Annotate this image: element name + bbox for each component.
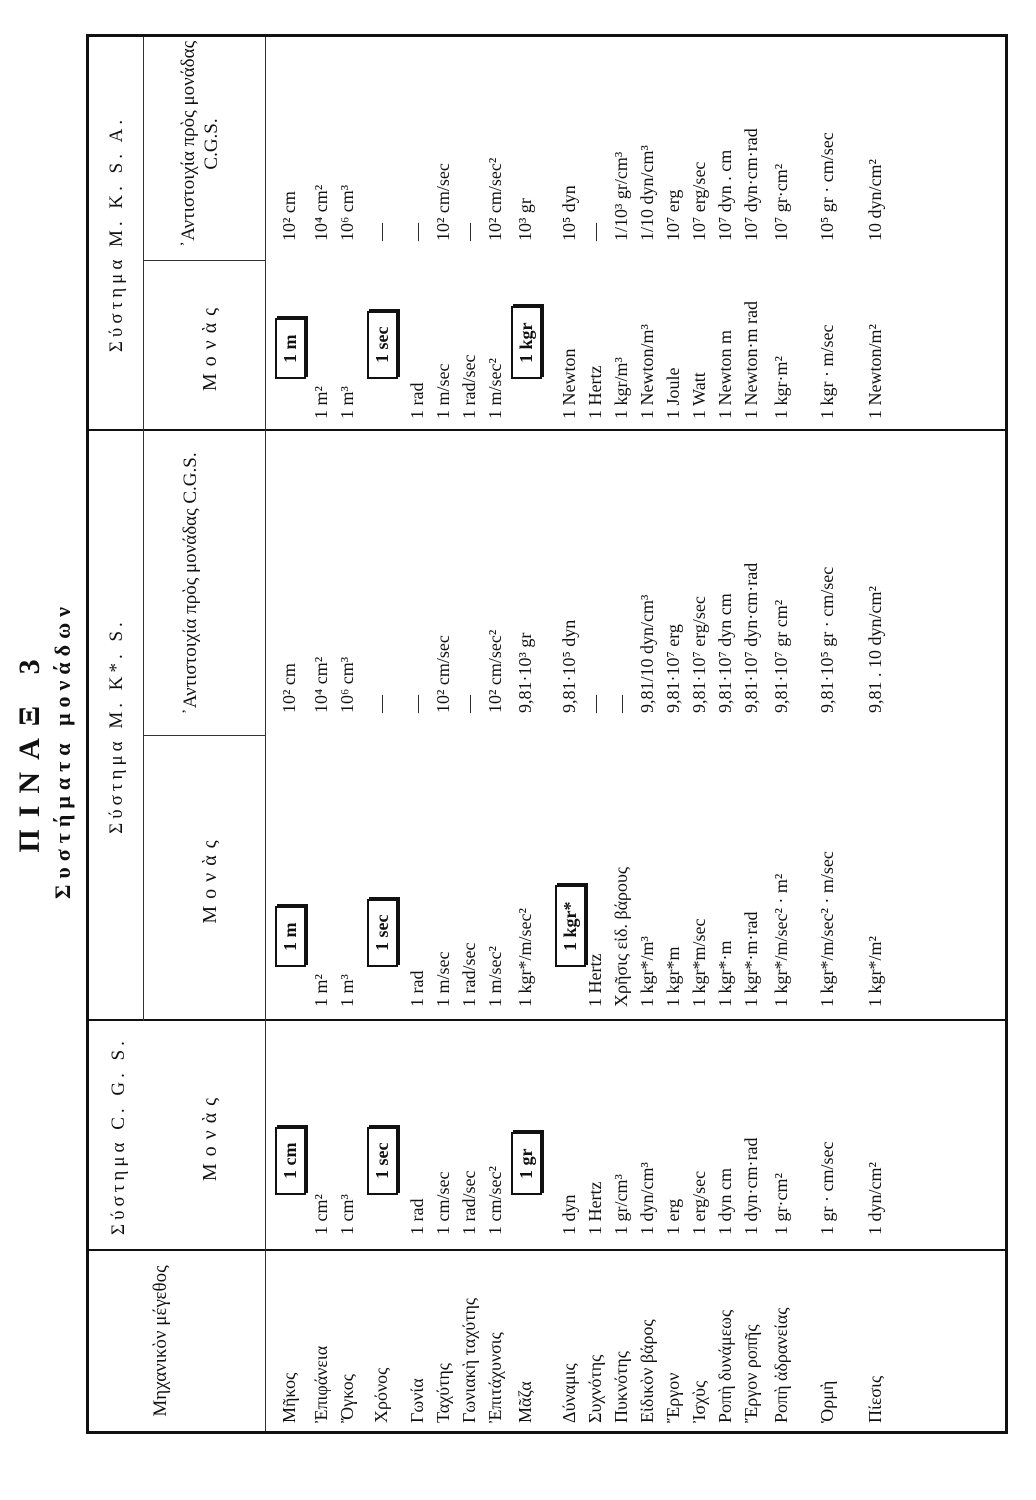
quantity-cell: Πυκνότης bbox=[611, 1351, 631, 1423]
base-unit-box: 1 m bbox=[275, 907, 306, 968]
column-divider bbox=[89, 1019, 1005, 1021]
mksa-cell: 1 m² bbox=[311, 386, 331, 419]
mks-star-cgs-cell: 9,81·10³ gr bbox=[515, 632, 535, 713]
mks-star-cgs-cell: — bbox=[371, 695, 391, 713]
mksa-cgs-cell: 10⁵ gr · cm/sec bbox=[817, 132, 837, 241]
mks-star-cgs-cell: 10² cm/sec bbox=[433, 635, 453, 713]
base-unit-box: 1 kgr* bbox=[555, 886, 586, 968]
mks-star-cgs-cell: 9,81 . 10 dyn/cm² bbox=[865, 586, 885, 713]
cgs-cell: 1 gr·cm² bbox=[771, 1173, 791, 1235]
cgs-cell: 1 erg bbox=[663, 1198, 683, 1235]
mks-star-cell bbox=[367, 899, 398, 967]
quantity-cell: Ἔργον bbox=[663, 1372, 683, 1423]
mks-star-cgs-cell: 9,81·10⁷ erg/sec bbox=[689, 596, 709, 713]
cgs-cell: 1 dyn·cm·rad bbox=[741, 1137, 761, 1235]
mksa-cell: 1 Newton m bbox=[715, 330, 735, 419]
mksa-cell: 1 kgr·m² bbox=[771, 356, 791, 419]
base-unit-box: 1 m bbox=[275, 319, 306, 380]
mks-star-cell: 1 m² bbox=[311, 974, 331, 1007]
mksa-cell: 1 m³ bbox=[337, 386, 357, 419]
units-table bbox=[86, 34, 1008, 1434]
mksa-cell: 1 Newton/m³ bbox=[637, 324, 657, 419]
mks-star-cell: Χρῆσις εἰδ. βάρους bbox=[611, 866, 631, 1007]
cgs-cell bbox=[275, 1127, 306, 1195]
mksa-cell: 1 Newton·m rad bbox=[741, 301, 761, 419]
cgs-cell: 1 rad bbox=[407, 1198, 427, 1235]
cgs-cell bbox=[511, 1133, 542, 1196]
cgs-cell: 1 dyn cm bbox=[715, 1168, 735, 1235]
table-title: ΠΙΝΑΞ 3 bbox=[13, 647, 46, 853]
mksa-cgs-cell: 10⁷ dyn·cm·rad bbox=[741, 128, 761, 241]
mksa-cell bbox=[275, 319, 306, 380]
base-unit-box: 1 sec bbox=[367, 311, 398, 379]
mks-star-cgs-cell: 10² cm/sec² bbox=[485, 629, 505, 713]
mksa-cell: 1 Hertz bbox=[585, 365, 605, 419]
mksa-cell: 1 m/sec bbox=[433, 363, 453, 419]
quantity-cell: Ἐπιφάνεια bbox=[311, 1345, 331, 1423]
quantity-cell: Γωνιακὴ ταχύτης bbox=[459, 1298, 479, 1423]
cgs-unit-header: Μονὰς bbox=[199, 1090, 221, 1182]
mks-star-cgs-cell: 10² cm bbox=[279, 663, 299, 713]
mks-star-cgs-cell: 9,81·10⁷ dyn cm bbox=[715, 593, 735, 713]
mks-star-cgs-cell: 9,81·10⁷ gr cm² bbox=[771, 599, 791, 713]
mksa-cgs-cell: — bbox=[407, 223, 427, 241]
subheader-divider bbox=[143, 431, 144, 1021]
quantity-cell: Ροπὴ δυνάμεως bbox=[715, 1309, 735, 1423]
mksa-cgs-cell: 10² cm/sec² bbox=[485, 157, 505, 241]
base-unit-box: 1 cm bbox=[275, 1127, 306, 1195]
mksa-unit-header: Μονὰς bbox=[199, 300, 221, 392]
quantity-cell: Εἰδικὸν βάρος bbox=[637, 1319, 657, 1423]
mksa-cell: 1 kgr · m/sec bbox=[817, 324, 837, 419]
mks-star-cell: 1 rad/sec bbox=[459, 942, 479, 1007]
quantity-cell: Ὁρμὴ bbox=[817, 1380, 837, 1423]
mksa-cell: 1 Newton bbox=[559, 348, 579, 419]
mks-star-cell: 1 kgr*/m/sec² · m² bbox=[771, 873, 791, 1007]
mks-star-cgs-cell: 9,81·10⁵ gr · cm/sec bbox=[817, 566, 837, 713]
mks-star-cell: 1 kgr*m bbox=[663, 946, 683, 1007]
mksa-cgs-cell: 10 dyn/cm² bbox=[865, 159, 885, 241]
mks-star-system-header: Σύστημα M. K*. S. bbox=[106, 618, 127, 834]
mks-star-cgs-cell: — bbox=[611, 695, 631, 713]
cgs-cell: 1 cm² bbox=[311, 1194, 331, 1235]
base-unit-box: 1 kgr bbox=[511, 307, 542, 380]
mks-star-cgs-cell: 10⁶ cm³ bbox=[337, 656, 357, 713]
table-heading bbox=[12, 0, 76, 1500]
mksa-cell: 1 Newton/m² bbox=[865, 324, 885, 419]
mks-star-cell bbox=[555, 886, 586, 968]
cgs-cell: 1 dyn bbox=[559, 1194, 579, 1235]
mks-star-cell: 1 m/sec bbox=[433, 951, 453, 1007]
quantity-header: Μηχανικὸν μέγεθος bbox=[150, 1265, 171, 1417]
mksa-cell: 1 rad/sec bbox=[459, 354, 479, 419]
mks-star-cell: 1 kgr*·m bbox=[715, 940, 735, 1007]
mksa-cgs-cell: 10⁷ dyn . cm bbox=[715, 149, 735, 241]
cgs-cell: 1 cm/sec² bbox=[485, 1166, 505, 1235]
quantity-cell: Συχνότης bbox=[585, 1354, 605, 1423]
base-unit-box: 1 gr bbox=[511, 1133, 542, 1196]
cgs-cell: 1 Hertz bbox=[585, 1181, 605, 1235]
mks-star-cell: 1 kgr*/m/sec² bbox=[515, 908, 535, 1007]
mksa-cgs-cell: 10⁷ erg bbox=[663, 189, 683, 241]
mks-star-cgs-cell: — bbox=[459, 695, 479, 713]
mksa-cgs-cell: 10⁶ cm³ bbox=[337, 184, 357, 241]
mks-star-cgs-cell: — bbox=[585, 695, 605, 713]
mks-star-cell: 1 Hertz bbox=[585, 953, 605, 1007]
quantity-cell: Δύναμις bbox=[559, 1363, 579, 1423]
mks-star-cell: 1 kgr*m/sec bbox=[689, 918, 709, 1007]
cgs-system-header: Σύστημα C. G. S. bbox=[108, 1037, 129, 1235]
mksa-cgs-cell: 10⁴ cm² bbox=[311, 184, 331, 241]
cgs-cell: 1 rad/sec bbox=[459, 1170, 479, 1235]
mksa-cgs-cell: — bbox=[585, 223, 605, 241]
mksa-cell bbox=[367, 311, 398, 379]
mksa-cgs-cell: 10⁷ gr·cm² bbox=[771, 163, 791, 241]
mksa-cgs-cell: 1/10 dyn/cm³ bbox=[637, 145, 657, 241]
mksa-cell: 1 kgr/m³ bbox=[611, 357, 631, 419]
quantity-cell: Ροπὴ ἀδρανείας bbox=[771, 1307, 791, 1423]
cgs-cell: 1 dyn/cm³ bbox=[637, 1162, 657, 1235]
mks-star-cell: 1 m³ bbox=[337, 974, 357, 1007]
mksa-cell bbox=[511, 307, 542, 380]
mksa-cell: 1 Joule bbox=[663, 367, 683, 419]
quantity-cell: Ἰσχὺς bbox=[689, 1380, 709, 1423]
mks-star-cell bbox=[275, 907, 306, 968]
table-subtitle: Συστήματα μονάδων bbox=[50, 601, 75, 899]
mks-star-unit-header: Μονὰς bbox=[199, 833, 221, 924]
mksa-cgs-cell: 10² cm bbox=[279, 191, 299, 241]
base-unit-box: 1 sec bbox=[367, 899, 398, 967]
cgs-cell: 1 gr · cm/sec bbox=[817, 1141, 837, 1235]
mks-star-cgs-cell: 10⁴ cm² bbox=[311, 656, 331, 713]
mks-star-cell: 1 rad bbox=[407, 970, 427, 1007]
mks-star-cell: 1 kgr*/m³ bbox=[637, 936, 657, 1007]
quantity-cell: Γωνία bbox=[407, 1378, 427, 1423]
mksa-cgs-cell: 10³ gr bbox=[515, 198, 535, 241]
header-divider bbox=[265, 37, 266, 1431]
mksa-cgs-cell: 1/10³ gr/cm³ bbox=[611, 151, 631, 241]
quantity-cell: Μῆκος bbox=[279, 1372, 299, 1423]
mks-star-cgs-cell: — bbox=[407, 695, 427, 713]
mks-star-cgs-cell: 9,81·10⁷ erg bbox=[663, 624, 683, 713]
subheader-divider bbox=[143, 37, 144, 431]
quantity-cell: Χρόνος bbox=[371, 1367, 391, 1423]
mks-star-cell: 1 kgr*·m·rad bbox=[741, 911, 761, 1007]
mksa-system-header: Σύστημα M. K. S. A. bbox=[106, 115, 127, 353]
cgs-cell: 1 erg/sec bbox=[689, 1170, 709, 1235]
cgs-cell: 1 dyn/cm² bbox=[865, 1162, 885, 1235]
mks-star-cgs-cell: 9,81·10⁷ dyn·cm·rad bbox=[741, 562, 761, 713]
cgs-cell: 1 cm³ bbox=[337, 1194, 357, 1235]
mksa-cell: 1 rad bbox=[407, 382, 427, 419]
mks-star-correspondence-header: ᾿Αντιστοιχία πρὸς μονάδας C.G.S. bbox=[180, 452, 201, 715]
mksa-cgs-cell: — bbox=[371, 223, 391, 241]
cgs-cell bbox=[367, 1127, 398, 1195]
mks-star-cgs-cell: 9,81·10⁵ dyn bbox=[559, 619, 579, 713]
mksa-cgs-cell: 10⁵ dyn bbox=[559, 185, 579, 241]
mks-star-cell: 1 m/sec² bbox=[485, 946, 505, 1007]
mksa-correspondence-header: ᾿Αντιστοιχία πρὸς μονάδας C.G.S. bbox=[178, 40, 222, 248]
mksa-cell: 1 Watt bbox=[689, 372, 709, 419]
mks-star-cell: 1 kgr*/m/sec² · m/sec bbox=[817, 851, 837, 1007]
mksa-cgs-cell: 10² cm/sec bbox=[433, 163, 453, 241]
mksa-cell: 1 m/sec² bbox=[485, 358, 505, 419]
cgs-cell: 1 cm/sec bbox=[433, 1171, 453, 1235]
quantity-cell: Ὄγκος bbox=[337, 1374, 357, 1423]
quantity-cell: Ἐπιτάχυνσις bbox=[485, 1332, 505, 1423]
mksa-cgs-cell: 10⁷ erg/sec bbox=[689, 161, 709, 241]
mks-star-cell: 1 kgr*/m² bbox=[865, 936, 885, 1007]
quantity-cell: Πίεσις bbox=[865, 1375, 885, 1423]
mksa-cgs-cell: — bbox=[459, 223, 479, 241]
cgs-cell: 1 gr/cm³ bbox=[611, 1174, 631, 1235]
column-divider bbox=[89, 429, 1005, 431]
quantity-cell: Ταχύτης bbox=[433, 1363, 453, 1423]
quantity-cell: Μᾶζα bbox=[515, 1381, 535, 1423]
quantity-cell: Ἔργον ροπῆς bbox=[741, 1324, 761, 1423]
base-unit-box: 1 sec bbox=[367, 1127, 398, 1195]
mks-star-cgs-cell: 9,81/10 dyn/cm³ bbox=[637, 594, 657, 713]
